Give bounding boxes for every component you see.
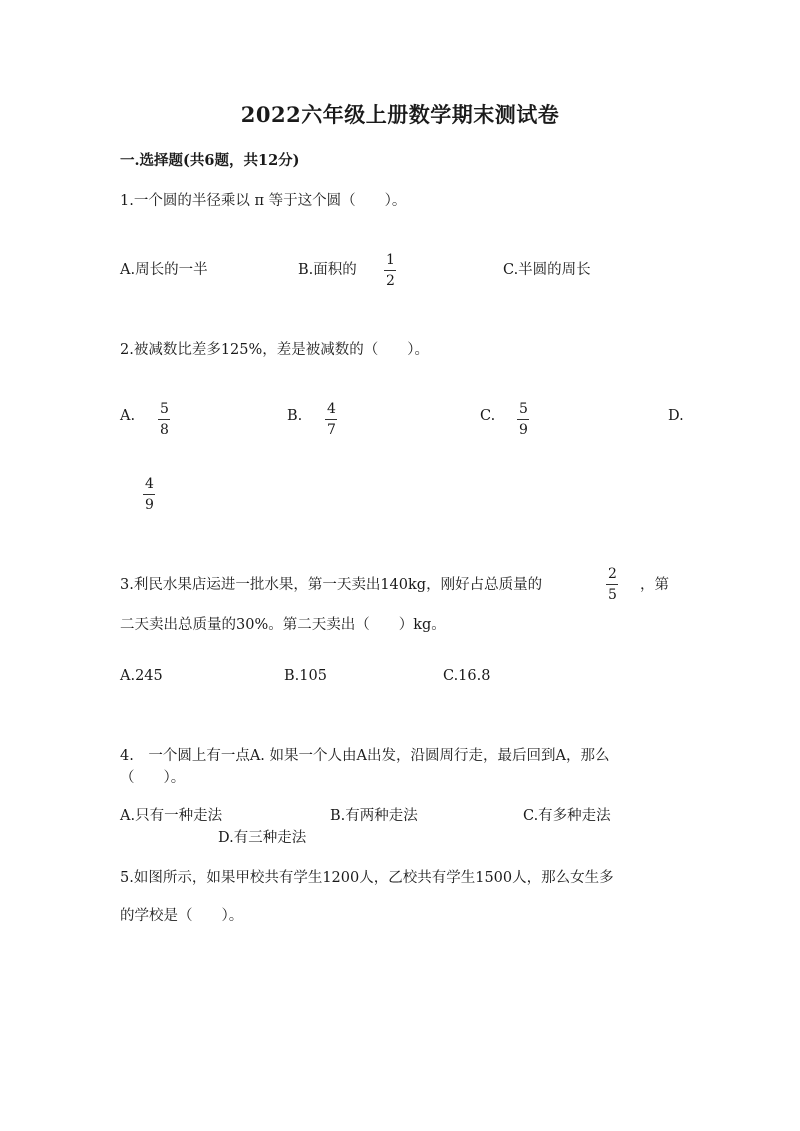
fraction-denominator: 9 bbox=[145, 497, 154, 513]
question-2-option-a: A. bbox=[120, 408, 136, 424]
question-3-option-a: A.245 bbox=[120, 668, 163, 684]
question-4-stem-line-1: 4. 一个圆上有一点A. 如果一个人由A出发，沿圆周行走，最后回到A，那么 bbox=[120, 748, 610, 764]
fraction-numerator: 4 bbox=[327, 401, 336, 417]
question-2-option-b: B. bbox=[287, 408, 303, 424]
question-5-stem-line-2: 的学校是（ ）。 bbox=[120, 908, 244, 924]
question-4-option-a: A.只有一种走法 bbox=[120, 808, 223, 824]
fraction-numerator: 1 bbox=[386, 252, 395, 268]
fraction-numerator: 5 bbox=[160, 401, 169, 417]
question-4-option-c: C.有多种走法 bbox=[523, 808, 611, 824]
question-2-option-b-fraction bbox=[325, 402, 338, 437]
page-title: 2022六年级上册数学期末测试卷 bbox=[240, 102, 560, 127]
question-2-option-d: D. bbox=[668, 408, 684, 424]
question-1-option-a: A.周长的一半 bbox=[120, 262, 208, 278]
question-4-option-d: D.有三种走法 bbox=[218, 830, 307, 846]
question-1-stem: 1.一个圆的半径乘以 π 等于这个圆（ ）。 bbox=[120, 193, 407, 209]
question-5-stem-line-1: 5.如图所示，如果甲校共有学生1200人，乙校共有学生1500人，那么女生多 bbox=[120, 870, 614, 886]
question-3-option-b: B.105 bbox=[284, 668, 327, 684]
question-3-stem-fraction bbox=[606, 567, 619, 602]
question-4-stem-line-2: （ ）。 bbox=[120, 770, 186, 786]
fraction-numerator: 5 bbox=[519, 401, 528, 417]
question-4-option-b: B.有两种走法 bbox=[330, 808, 418, 824]
fraction-denominator: 9 bbox=[519, 422, 528, 438]
question-2-stem: 2.被减数比差多125%，差是被减数的（ ）。 bbox=[120, 342, 430, 358]
fraction-denominator: 2 bbox=[386, 273, 395, 289]
section-heading: 一.选择题(共6题，共12分) bbox=[120, 152, 300, 169]
question-2-option-c: C. bbox=[480, 408, 496, 424]
fraction-denominator: 8 bbox=[160, 422, 169, 438]
question-1-option-c: C.半圆的周长 bbox=[503, 262, 591, 278]
question-3-option-c: C.16.8 bbox=[443, 668, 491, 684]
fraction-numerator: 2 bbox=[608, 566, 617, 582]
fraction-denominator: 5 bbox=[608, 587, 617, 603]
question-2-option-a-fraction bbox=[158, 402, 171, 437]
question-2-option-c-fraction bbox=[517, 402, 530, 437]
question-1-option-b: B.面积的 bbox=[298, 262, 357, 278]
question-3-stem-line-2: 二天卖出总质量的30%。第二天卖出（ ）kg。 bbox=[120, 617, 446, 633]
fraction-numerator: 4 bbox=[145, 476, 154, 492]
question-1-option-b-fraction bbox=[384, 253, 397, 288]
question-3-stem-line-1: 3.利民水果店运进一批水果，第一天卖出140kg，刚好占总质量的 bbox=[120, 577, 543, 593]
fraction-denominator: 7 bbox=[327, 422, 336, 438]
question-3-stem-line-1-end: ，第 bbox=[640, 577, 669, 593]
question-2-option-d-fraction bbox=[143, 477, 156, 512]
